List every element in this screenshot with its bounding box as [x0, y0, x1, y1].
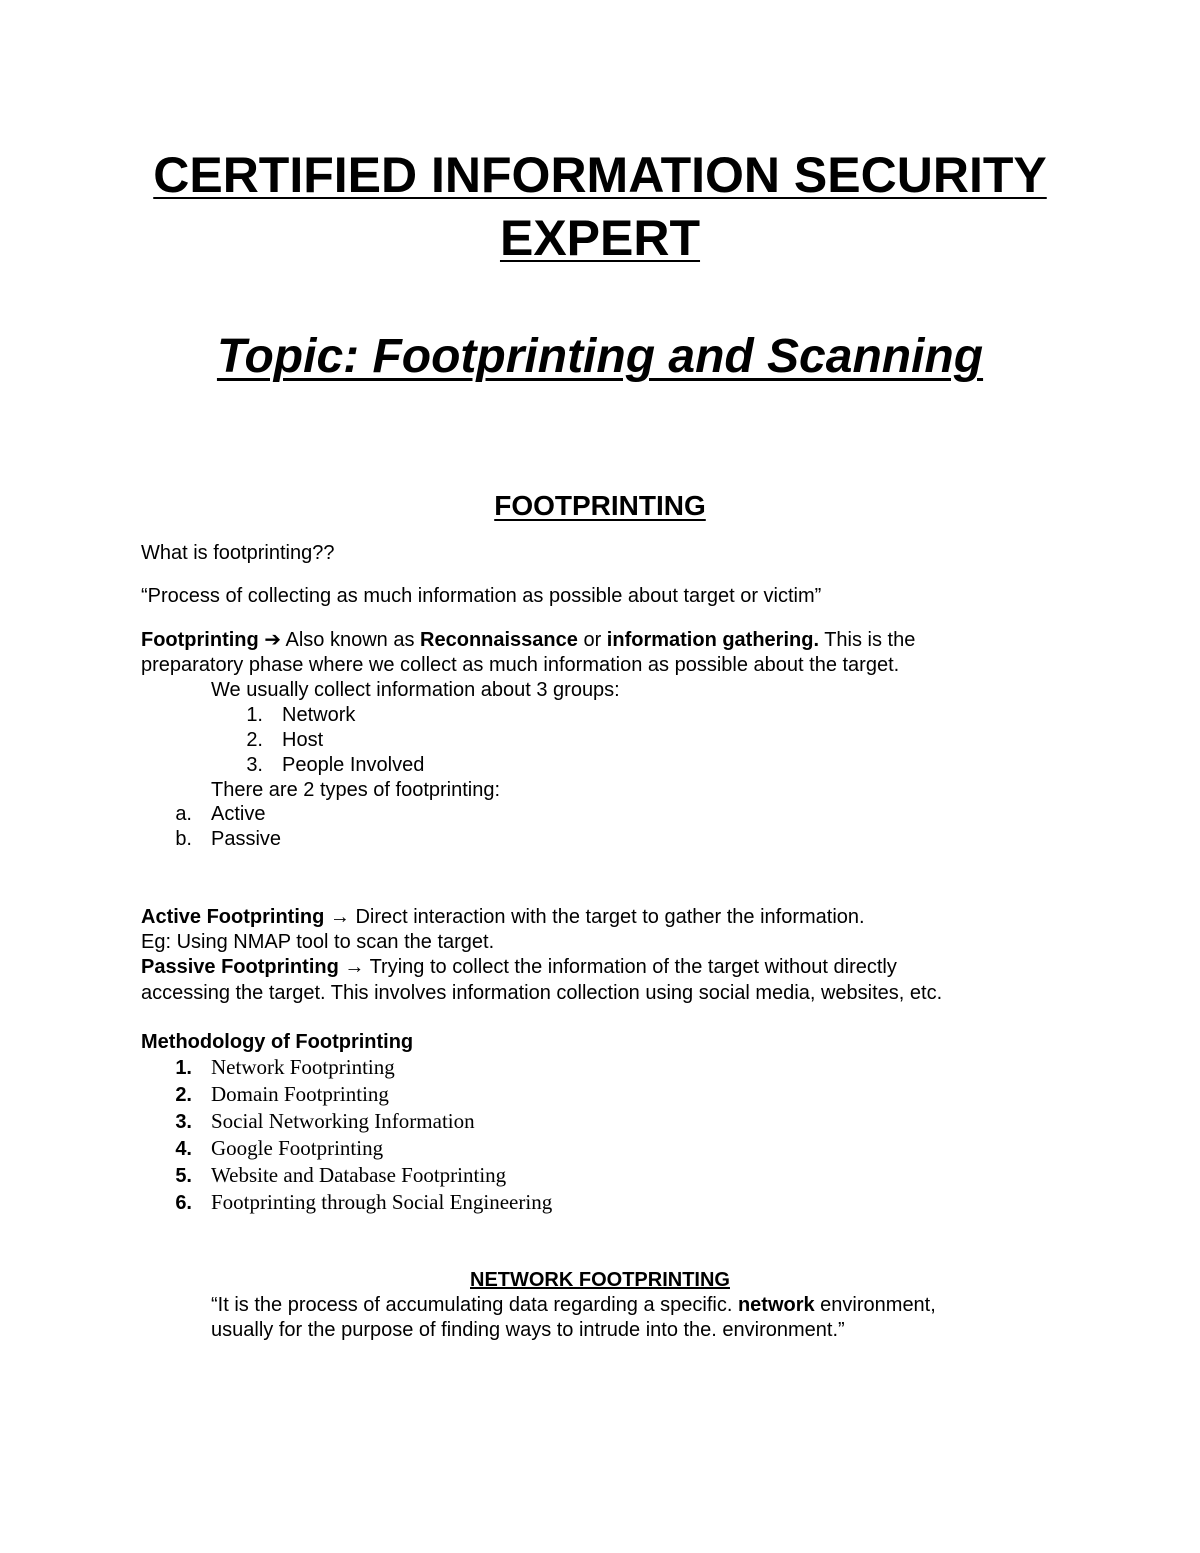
passive-footprinting-line — [141, 955, 897, 980]
list-number: 3. — [246, 754, 263, 776]
arrow-icon: → — [329, 906, 350, 928]
text-fragment: “It is the process of accumulating data regarding a specific. — [211, 1294, 738, 1316]
footprinting-paragraph-line-1 — [141, 628, 915, 653]
list-number: 2. — [246, 729, 263, 751]
term-reconnaissance: Reconnaissance — [420, 629, 578, 651]
section-heading-footprinting: FOOTPRINTING — [494, 490, 706, 521]
term-passive-footprinting: Passive Footprinting — [141, 956, 339, 978]
list-number: 1. — [246, 704, 263, 726]
list-number: 6. — [175, 1192, 192, 1214]
types-intro: There are 2 types of footprinting: — [211, 779, 501, 801]
text-fragment: Trying to collect the information of the target without directly — [364, 956, 897, 978]
text-fragment: or — [577, 629, 607, 651]
document-title-line-1: CERTIFIED INFORMATION SECURITY — [153, 147, 1047, 203]
document-title-line-2: EXPERT — [499, 210, 701, 266]
network-footprinting-heading: NETWORK FOOTPRINTING — [470, 1269, 730, 1291]
definition-quote: “Process of collecting as much information as possible about target or victim” — [141, 585, 822, 607]
network-footprinting-quote-line-1 — [211, 1293, 936, 1318]
methodology-item: Social Networking Information — [211, 1109, 475, 1133]
arrow-icon: ➔ — [264, 629, 282, 651]
list-number: 5. — [175, 1165, 192, 1187]
term-network: network — [737, 1294, 815, 1316]
list-item-host: Host — [282, 729, 324, 751]
text-fragment: environment, — [814, 1294, 936, 1316]
methodology-item: Website and Database Footprinting — [211, 1163, 507, 1187]
list-item-network: Network — [282, 704, 356, 726]
footprinting-paragraph-line-2: preparatory phase where we collect as much information as possible about the target. — [141, 654, 900, 676]
list-number: 4. — [175, 1138, 192, 1160]
methodology-item: Google Footprinting — [211, 1136, 384, 1160]
question-text: What is footprinting?? — [141, 542, 335, 564]
passive-footprinting-line-2: accessing the target. This involves information collection using social media, websites, etc. — [141, 982, 943, 1004]
list-number: 3. — [175, 1111, 192, 1133]
methodology-heading: Methodology of Footprinting — [141, 1031, 414, 1053]
list-number: 1. — [175, 1057, 192, 1079]
arrow-icon: → — [344, 956, 365, 978]
methodology-item: Domain Footprinting — [211, 1082, 389, 1106]
groups-intro: We usually collect information about 3 groups: — [211, 679, 620, 701]
term-footprinting: Footprinting — [141, 629, 259, 651]
text-fragment: Direct interaction with the target to gather the information. — [349, 906, 865, 928]
network-footprinting-quote-line-2: usually for the purpose of finding ways to intrude into the. environment.” — [211, 1319, 845, 1341]
list-item-passive: Passive — [211, 828, 282, 850]
text-fragment: This is the — [819, 629, 916, 651]
methodology-item: Network Footprinting — [211, 1055, 395, 1079]
list-item-people-involved: People Involved — [282, 754, 425, 776]
list-letter: a. — [175, 803, 192, 825]
term-information-gathering: information gathering. — [606, 629, 820, 651]
list-number: 2. — [175, 1084, 192, 1106]
list-letter: b. — [175, 828, 192, 850]
methodology-item: Footprinting through Social Engineering — [211, 1190, 553, 1214]
topic-heading: Topic: Footprinting and Scanning — [216, 330, 984, 383]
text-fragment: Also known as — [281, 629, 421, 651]
active-footprinting-line — [141, 905, 865, 930]
active-example: Eg: Using NMAP tool to scan the target. — [141, 931, 495, 953]
list-item-active: Active — [211, 803, 266, 825]
term-active-footprinting: Active Footprinting — [141, 906, 325, 928]
